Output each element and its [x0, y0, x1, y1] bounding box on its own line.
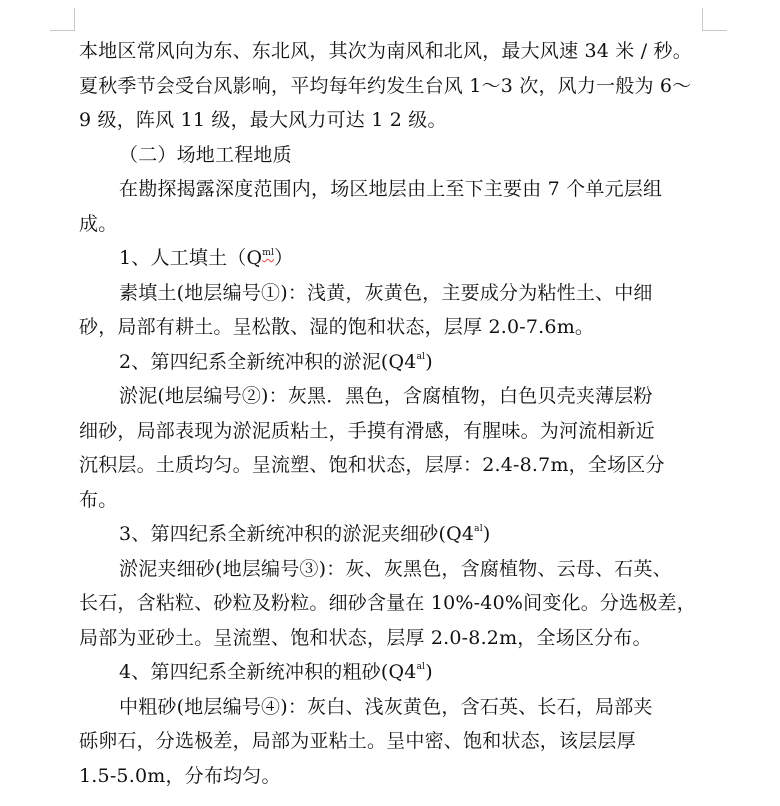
text-line: 素填土(地层编号①)：浅黄，灰黄色，主要成分为粘性土、中细: [119, 281, 653, 304]
crop-mark-top-left: [50, 8, 75, 31]
geologic-age-superscript: al: [416, 662, 426, 672]
text-line: 9 级，阵风 11 级，最大风力可达 1 2 级。: [79, 109, 447, 131]
text-line: 中粗砂(地层编号④)：灰白、浅灰黄色，含石英、长石，局部夹: [119, 695, 653, 718]
text-line: 夏秋季节会受台风影响，平均每年约发生台风 1～3 次，风力一般为 6～: [79, 74, 692, 97]
layer-title-3: [79, 517, 701, 552]
geologic-age-superscript: al: [416, 351, 426, 362]
text-line: 布。: [79, 488, 118, 511]
text-line: 砂，局部有耕土。呈松散、湿的饱和状态，层厚 2.0-7.6m。: [79, 316, 595, 338]
layer-title-close: ): [425, 661, 433, 683]
text-line: 本地区常风向为东、东北风，其次为南风和北风，最大风速 34 米 / 秒。: [79, 40, 692, 62]
text-line: 砾卵石，分选极差，局部为亚粘土。呈中密、饱和状态，该层层厚: [79, 730, 636, 752]
geologic-age-superscript: ml: [262, 248, 275, 258]
layer-title-close: ): [482, 523, 491, 545]
layer-title-4: [79, 655, 701, 690]
text-line: 1.5-5.0m，分布均匀。: [79, 764, 281, 787]
text-line: 在勘探揭露深度范围内，场区地层由上至下主要由 7 个单元层组: [119, 178, 663, 200]
layer-title-text: 1、人工填土（Q: [119, 247, 263, 269]
text-line: 长石，含粘粒、砂粒及粉粒。细砂含量在 10%-40%间变化。分选极差，: [79, 592, 696, 614]
layer-title-close: ）: [274, 247, 294, 269]
document-body[interactable]: [79, 34, 701, 793]
layer-title-text: 4、第四纪系全新统冲积的粗砂(Q4: [119, 661, 417, 683]
text-line: 淤泥夹细砂(地层编号③)：灰、灰黑色，含腐植物、云母、石英、: [119, 557, 672, 580]
layer-title-2: [79, 345, 701, 380]
text-line: 沉积层。土质均匀。呈流塑、饱和状态，层厚：2.4-8.7m，全场区分: [79, 454, 665, 476]
layer-title-close: ): [425, 350, 433, 373]
section-heading: （二）场地工程地质: [119, 143, 292, 166]
text-line: 局部为亚砂土。呈流塑、饱和状态，层厚 2.0-8.2m，全场区分布。: [79, 626, 652, 649]
layer-title-1: [79, 241, 701, 276]
text-line: 细砂，局部表现为淤泥质粘土，手摸有滑感，有腥味。为河流相新近: [79, 419, 656, 442]
layer-title-text: 2、第四纪系全新统冲积的淤泥(Q4: [119, 350, 417, 373]
layer-title-text: 3、第四纪系全新统冲积的淤泥夹细砂(Q4: [119, 523, 475, 545]
geologic-age-superscript: al: [474, 524, 483, 534]
text-line: 成。: [79, 212, 118, 235]
crop-mark-top-right: [702, 8, 727, 31]
text-line: 淤泥(地层编号②)：灰黑．黑色，含腐植物，白色贝壳夹薄层粉: [119, 385, 653, 407]
